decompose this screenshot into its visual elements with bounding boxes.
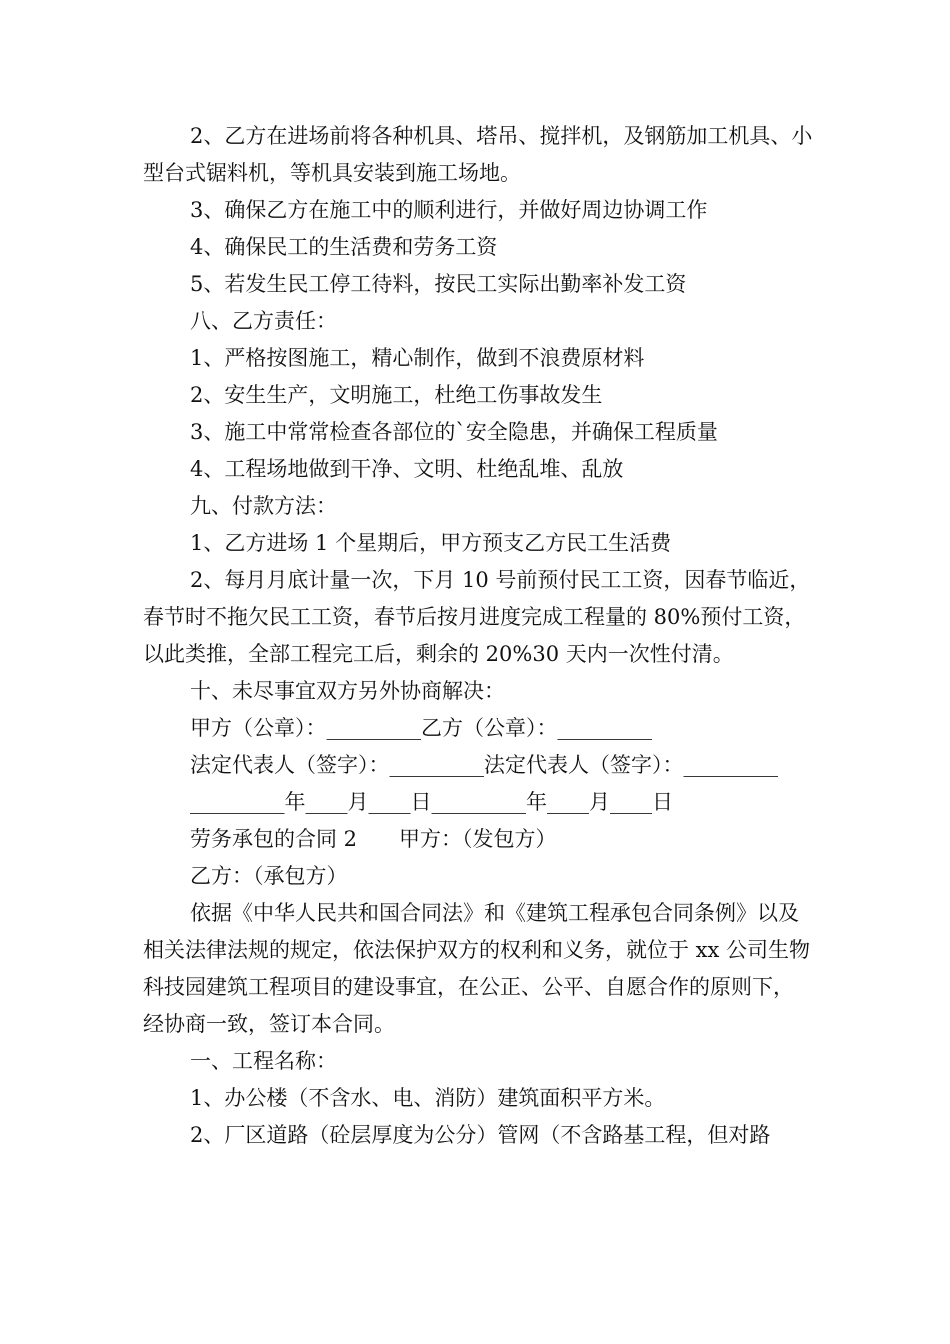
contract-2-party-b: 乙方：（承包方） [190,864,348,888]
section-heading-other-matters: 十、未尽事宜双方另外协商解决： [190,679,505,703]
paragraph-clause-4-wages: 4、确保民工的生活费和劳务工资 [190,235,498,259]
paragraph-duty-1: 1、严格按图施工，精心制作，做到不浪费原材料 [190,346,645,370]
signature-line-seals: 甲方（公章）：_________乙方（公章）：_________ [190,716,652,740]
paragraph-duty-2: 2、安生生产，文明施工，杜绝工伤事故发生 [190,383,603,407]
paragraph-project-2: 2、厂区道路（砼层厚度为公分）管网（不含路基工程，但对路 [190,1123,771,1147]
paragraph-legal-basis: 依据《中华人民共和国合同法》和《建筑工程承包合同条例》以及相关法律法规的规定，依法保护双方的权利和义务，就位于 xx 公司生物科技园建筑工程项目的建设事宜，在公正、公平、自愿合作的原则下，经协商一致，签订本合同。 [143,901,811,1036]
paragraph-clause-3-coordination: 3、确保乙方在施工中的顺利进行，并做好周边协调工作 [190,198,708,222]
section-heading-payment: 九、付款方法： [190,494,337,518]
paragraph-payment-1: 1、乙方进场 1 个星期后，甲方预支乙方民工生活费 [190,531,672,555]
paragraph-clause-5-stoppage: 5、若发生民工停工待料，按民工实际出勤率补发工资 [190,272,687,296]
paragraph-payment-2: 2、每月月底计量一次，下月 10 号前预付民工工资，因春节临近，春节时不拖欠民工工资，春节后按月进度完成工程量的 80%预付工资，以此类推，全部工程完工后，剩余的 20%30 天内一次性付清。 [143,568,811,666]
signature-line-representatives: 法定代表人（签字）：_________法定代表人（签字）：_________ [190,753,778,777]
paragraph-duty-4: 4、工程场地做到干净、文明、杜绝乱堆、乱放 [190,457,624,481]
contract-2-title-party-a: 劳务承包的合同 2 甲方：（发包方） [190,827,557,851]
paragraph-project-1: 1、办公楼（不含水、电、消防）建筑面积平方米。 [190,1086,666,1110]
signature-line-dates: _________年____月____日_________年____月____日 [190,790,673,814]
paragraph-clause-2-equipment: 2、乙方在进场前将各种机具、塔吊、搅拌机，及钢筋加工机具、小型台式锯料机，等机具安装到施工场地。 [143,124,813,185]
section-heading-project-name: 一、工程名称： [190,1049,337,1073]
paragraph-duty-3: 3、施工中常常检查各部位的`安全隐患，并确保工程质量 [190,420,718,444]
document-body [143,118,813,1154]
section-heading-party-b-duties: 八、乙方责任： [190,309,337,333]
